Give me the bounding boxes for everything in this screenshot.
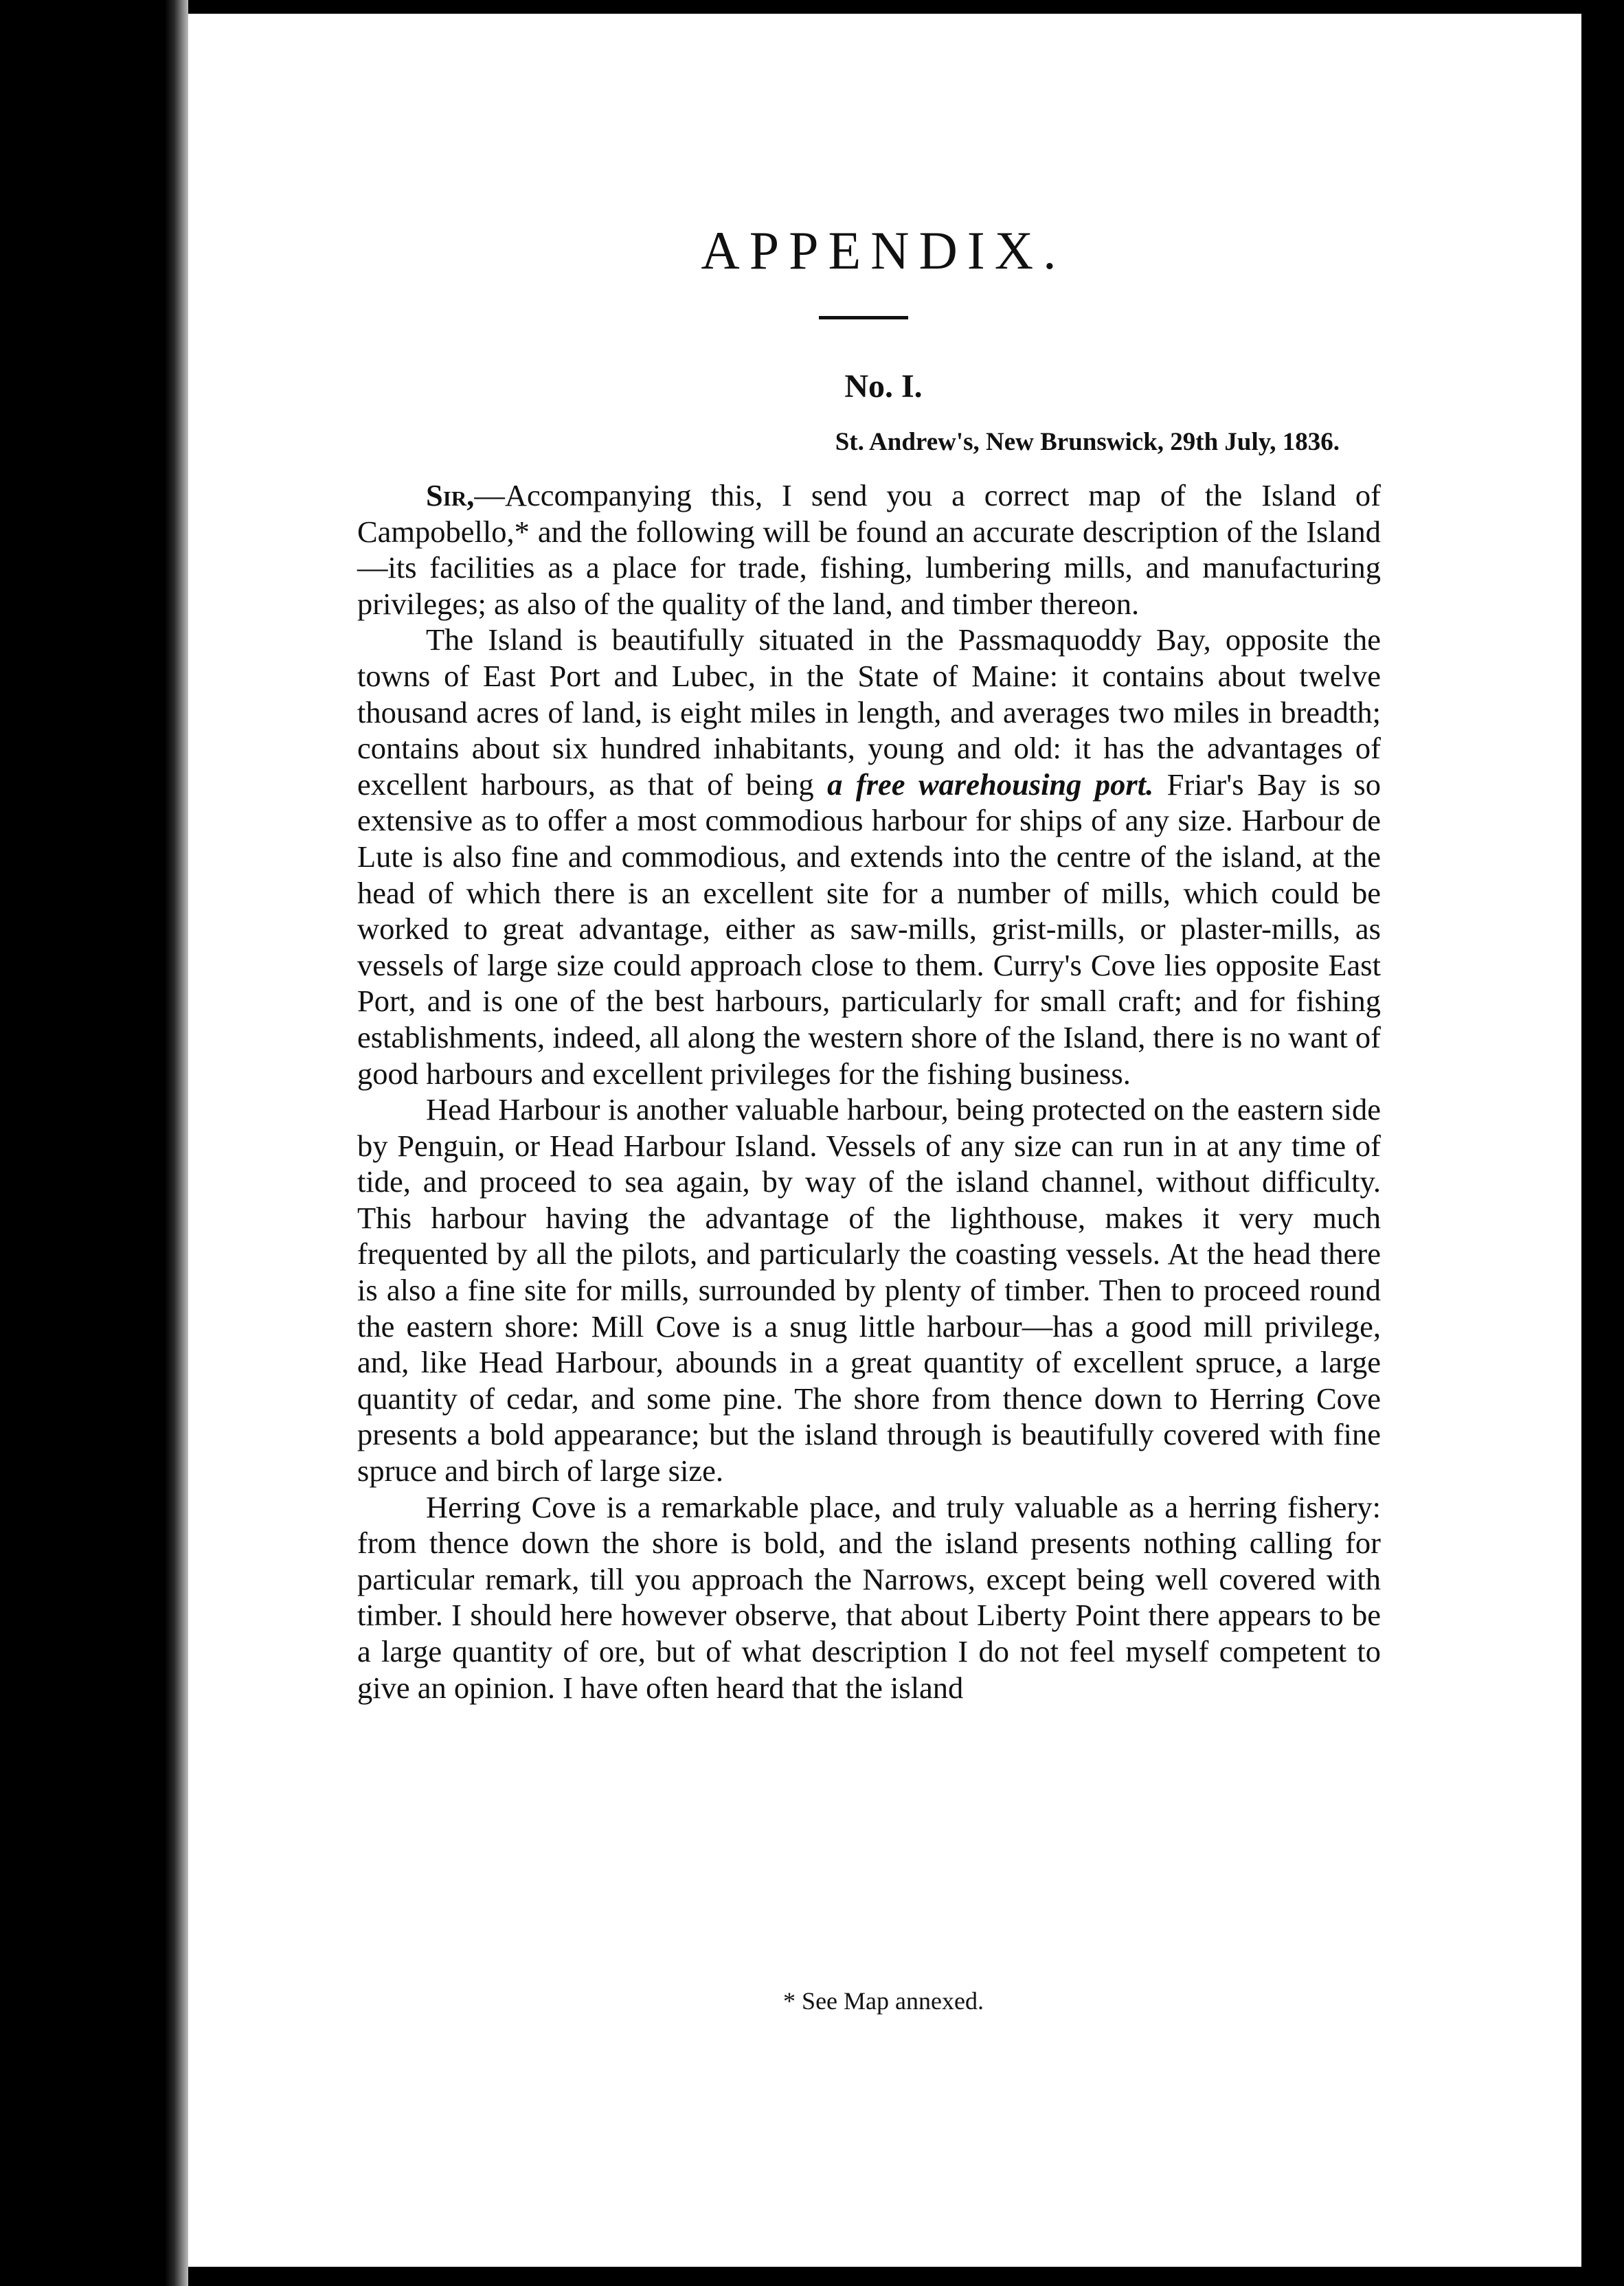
paragraph-2 xyxy=(357,622,1381,1091)
footnote: * See Map annexed. xyxy=(783,1987,984,2015)
appendix-title: APPENDIX. xyxy=(701,220,1066,280)
paragraph-4: Herring Cove is a remarkable place, and truly valuable as a herring fishery: from thence down the shore is bold, and the island presents nothing calling for particular remark, till you approach the Narrows, except being well covered with timber. I should here however observe, that about Liberty Point there appears to be a large quantity of ore, but of what description I do not feel myself competent to give an opinion. I have often heard that the island xyxy=(357,1489,1381,1705)
letter-body xyxy=(357,477,1381,1706)
paragraph-3: Head Harbour is another valuable harbour, being protected on the eastern side by Penguin, or Head Harbour Island. Vessels of any size can run in at any time of tide, and proceed to sea again, by way of the island channel, without difficulty. This harbour having the advantage of the lighthouse, makes it very much frequented by all the pilots, and particularly the coasting vessels. At the head there is also a fine site for mills, surrounded by plenty of timber. Then to proceed round the eastern shore: Mill Cove is a snug little harbour—has a good mill privilege, and, like Head Harbour, abounds in a great quantity of excellent spruce, a large quantity of cedar, and some pine. The shore from thence down to Herring Cove presents a bold appearance; but the island through is beautifully covered with fine spruce and birch of large size. xyxy=(357,1092,1381,1489)
paragraph-2-before: The Island is beautifully situated in the Passmaquoddy Bay, opposite the towns of East Port and Lubec, in the State of Maine: it contains about twelve thousand acres of land, is eight miles in length, and averages two miles in breadth; contains about six hundred inhabitants, young and old: it has the advantages of excellent harbours, as that of being xyxy=(357,622,1381,802)
title-rule xyxy=(819,316,908,319)
paragraph-2-emphasis: a free warehousing port. xyxy=(827,767,1154,802)
paragraph-1-text: —Accompanying this, I send you a correct map of the Island of Campobello,* and the following will be found an accurate description of the Island—its facilities as a place for trade, fishing, lumbering mills, and manufacturing privileges; as also of the quality of the land, and timber thereon. xyxy=(357,478,1381,621)
paragraph-2-after: Friar's Bay is so extensive as to offer a most commodious harbour for ships of any size. Harbour de Lute is also fine and commodious, and extends into the centre of the island, at the head of which there is an excellent site for a number of mills, which could be worked to great advantage, either as saw-mills, grist-mills, or plaster-mills, as vessels of large size could approach close to them. Curry's Cove lies opposite East Port, and is one of the best harbours, particularly for small craft; and for fishing establishments, indeed, all along the western shore of the Island, there is no want of good harbours and excellent privileges for the fishing business. xyxy=(357,767,1381,1091)
book-gutter-shadow xyxy=(165,0,188,2286)
section-number: No. I. xyxy=(844,368,923,405)
letter-dateline: St. Andrew's, New Brunswick, 29th July, 1836. xyxy=(835,428,1340,456)
paragraph-1 xyxy=(357,477,1381,622)
salutation: Sir, xyxy=(426,478,475,512)
